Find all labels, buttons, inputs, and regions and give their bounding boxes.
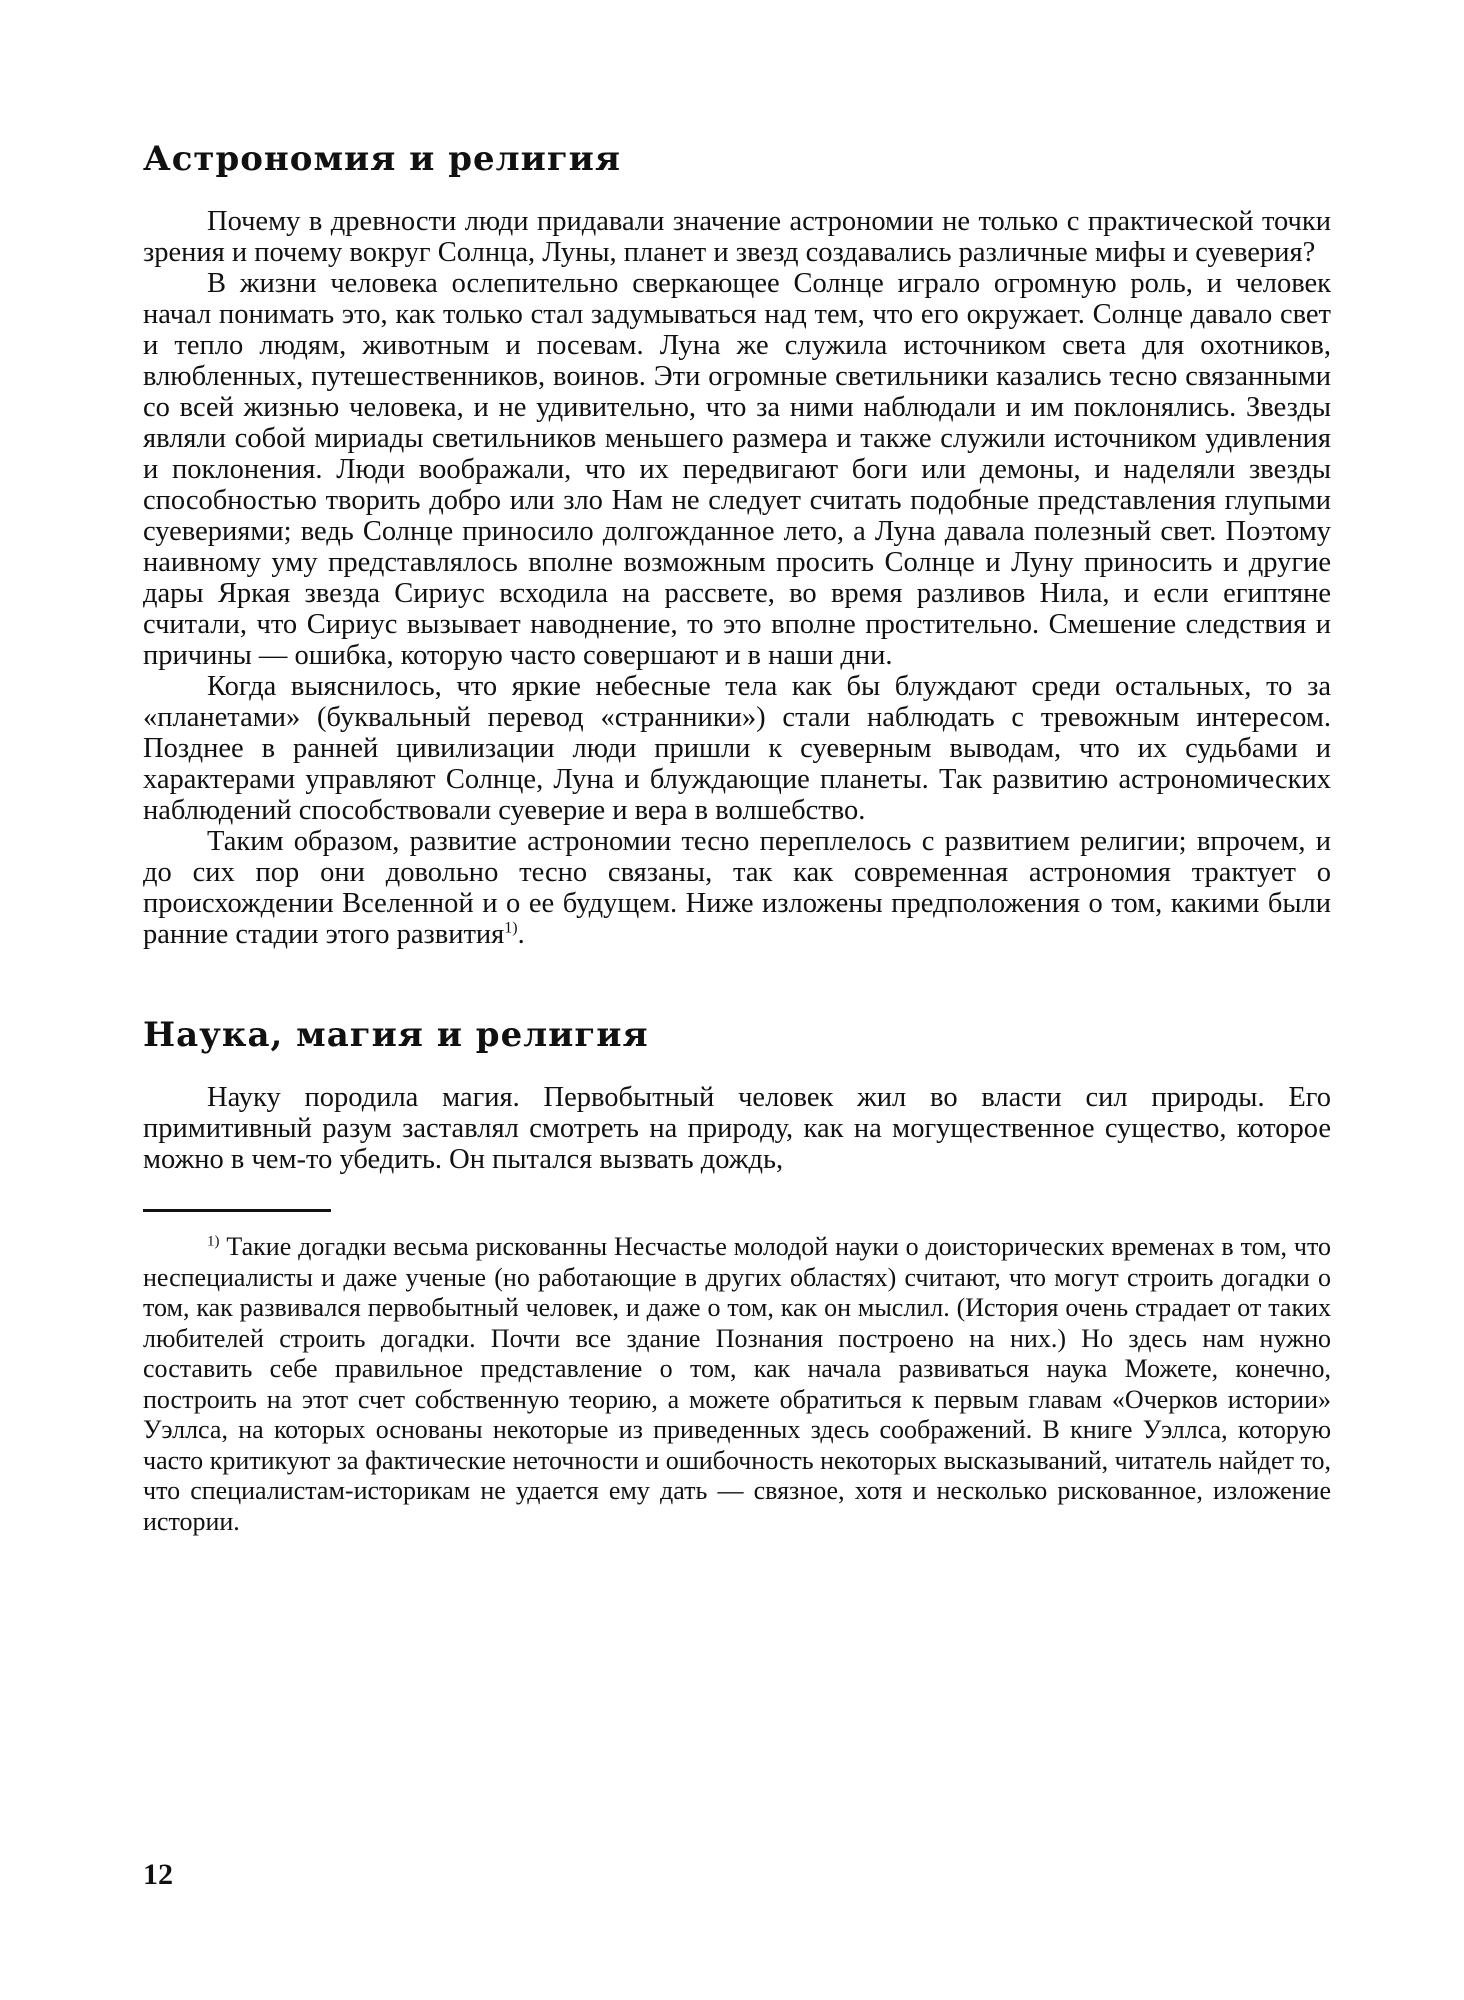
footnote-marker: 1) — [207, 1233, 220, 1250]
paragraph: Почему в древности люди придавали значение астрономии не только с практической точки зрения и почему вокруг Солнца, Луны, планет и звезд создавались различные мифы и суеверия? — [143, 206, 1331, 268]
footnote — [143, 1232, 1331, 1537]
footnote-divider — [143, 1209, 331, 1212]
paragraph: Когда выяснилось, что яркие небесные тела как бы блуждают среди остальных, то за «планетами» (буквальный перевод «странники») стали наблюдать с тревожным интересом. Позднее в ранней цивилизации люди пришли к суеверным выводам, что их судьбами и характерами управляют Солнце, Луна и блуждающие планеты. Так развитию астрономических наблюдений способствовали суеверие и вера в волшебство. — [143, 671, 1331, 826]
footnote-reference[interactable]: 1) — [504, 919, 518, 937]
section-heading-astronomy-religion: Астрономия и религия — [143, 139, 622, 179]
section-heading-science-magic-religion: Наука, магия и религия — [143, 1015, 649, 1055]
footnote-text: Такие догадки весьма рискованны Несчастье молодой науки о доисторических временах в том, что неспециалисты и даже ученые (но работающие в других областях) считают, что могут строить догадки о том, как развивался первобытный человек, и даже о том, как он мыслил. (История очень страдает от таких любителей строить догадки. Почти все здание Познания построено на них.) Но здесь нам нужно составить себе правильное представление о том, как начала развиваться наука Можете, конечно, построить на этот счет собственную теорию, а можете обратиться к первым главам «Очерков истории» Уэллса, на которых основаны некоторые из приведенных здесь соображений. В книге Уэллса, которую часто критикуют за фактические неточности и ошибочность некоторых высказываний, читатель найдет то, что специалистам-историкам не удается ему дать — связное, хотя и несколько рискованное, изложение истории. — [143, 1232, 1332, 1536]
text-column — [143, 130, 1331, 1537]
paragraph-with-footnote — [143, 826, 1331, 950]
paragraph-text: Таким образом, развитие астрономии тесно переплелось с развитием религии; впрочем, и до сих пор они довольно тесно связаны, так как современная астрономия трактует о происхождении Вселенной и о ее будущем. Ниже изложены предположения о том, какими были ранние стадии этого развития — [143, 826, 1331, 950]
page-number: 12 — [143, 1858, 173, 1891]
paragraph: Науку породила магия. Первобытный человек жил во власти сил природы. Его примитивный разум заставлял смотреть на природу, как на могущественное существо, которое можно в чем-то убедить. Он пытался вызвать дождь, — [143, 1082, 1331, 1175]
paragraph: В жизни человека ослепительно сверкающее Солнце играло огромную роль, и человек начал понимать это, как только стал задумываться над тем, что его окружает. Солнце давало свет и тепло людям, животным и посевам. Луна же служила источником света для охотников, влюбленных, путешественников, воинов. Эти огромные светильники казались тесно связанными со всей жизнью человека, и не удивительно, что за ними наблюдали и им поклонялись. Звезды являли собой мириады светильников меньшего размера и также служили источником удивления и поклонения. Люди воображали, что их передвигают боги или демоны, и наделяли звезды способностью творить добро или зло Нам не следует считать подобные представления глупыми суевериями; ведь Солнце приносило долгожданное лето, а Луна давала полезный свет. Поэтому наивному уму представлялось вполне возможным просить Солнце и Луну приносить и другие дары Яркая звезда Сириус всходила на рассвете, во время разливов Нила, и если египтяне считали, что Сириус вызывает наводнение, то это вполне простительно. Смешение следствия и причины — ошибка, которую часто совершают и в наши дни. — [143, 268, 1331, 671]
paragraph-end-punct: . — [517, 919, 525, 950]
